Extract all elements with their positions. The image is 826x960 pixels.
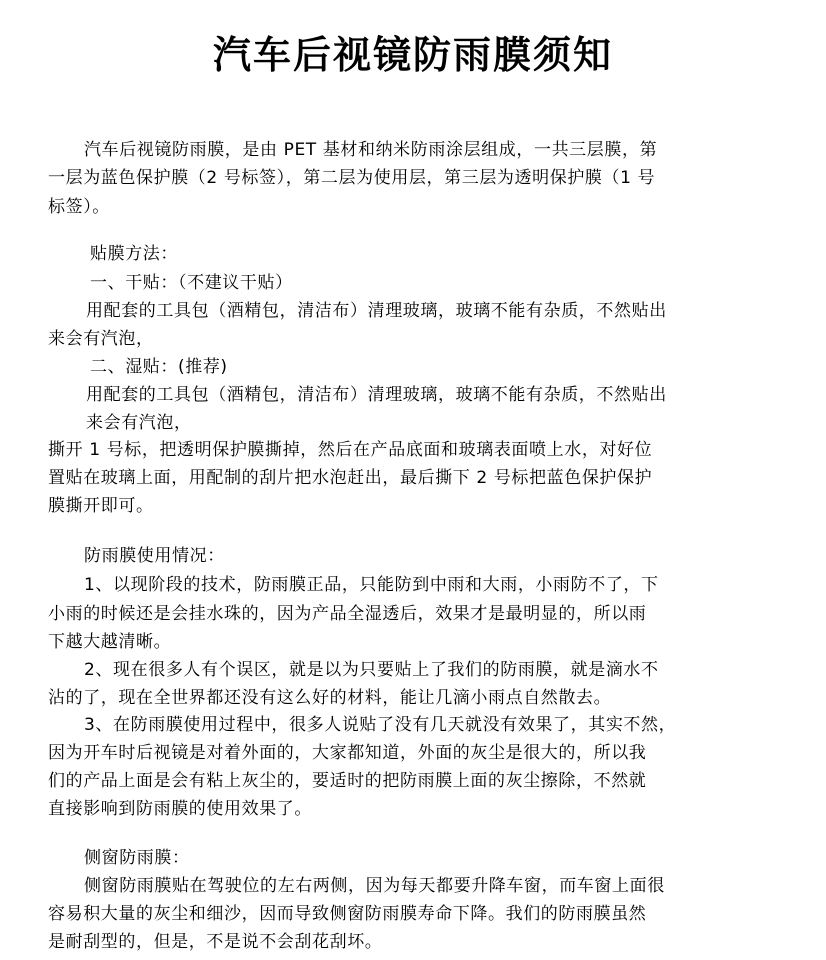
wet-method-line-5: 膜撕开即可。 [48,496,154,516]
usage-line-7: 因为开车时后视镜是对着外面的，大家都知道，外面的灰尘是很大的，所以我 [48,743,647,763]
dry-method-line-2: 来会有汽泡， [48,329,154,349]
wet-method-line-4: 置贴在玻璃上面，用配制的刮片把水泡赶出，最后撕下 2 号标把蓝色保护保护 [48,468,653,488]
document-title: 汽车后视镜防雨膜须知 [212,33,613,77]
usage-line-2: 小雨的时候还是会挂水珠的，因为产品全湿透后，效果才是最明显的，所以雨 [48,604,647,624]
intro-line-1: 汽车后视镜防雨膜，是由 PET 基材和纳米防雨涂层组成，一共三层膜，第 [84,140,658,160]
side-window-line-2: 容易积大量的灰尘和细沙，因而导致侧窗防雨膜寿命下降。我们的防雨膜虽然 [48,904,647,924]
side-window-line-1: 侧窗防雨膜贴在驾驶位的左右两侧，因为每天都要升降车窗，而车窗上面很 [84,876,665,896]
side-window-line-3: 是耐刮型的，但是，不是说不会刮花刮坏。 [48,932,383,952]
usage-line-1: 1、以现阶段的技术，防雨膜正品，只能防到中雨和大雨，小雨防不了，下 [84,575,659,595]
intro-line-3: 标签）。 [48,197,110,217]
usage-line-9: 直接影响到防雨膜的使用效果了。 [48,799,312,819]
usage-line-8: 们的产品上面是会有粘上灰尘的，要适时的把防雨膜上面的灰尘擦除，不然就 [48,771,647,791]
usage-line-4: 2、现在很多人有个误区，就是以为只要贴上了我们的防雨膜，就是滴水不 [84,660,659,680]
wet-method-line-2: 来会有汽泡， [86,413,192,433]
usage-line-3: 下越大越清晰。 [48,632,172,652]
dry-method-line-1: 用配套的工具包（酒精包，清洁布）清理玻璃，玻璃不能有杂质，不然贴出 [86,301,667,321]
dry-method-heading: 一、干贴：（不建议干贴） [90,273,293,293]
intro-line-2: 一层为蓝色保护膜（2 号标签），第二层为使用层，第三层为透明保护膜（1 号 [48,168,656,188]
usage-heading: 防雨膜使用情况： [84,546,225,566]
wet-method-line-3: 撕开 1 号标，把透明保护膜撕掉，然后在产品底面和玻璃表面喷上水，对好位 [48,440,653,460]
usage-line-6: 3、在防雨膜使用过程中，很多人说贴了没有几天就没有效果了，其实不然， [84,715,677,735]
method-heading: 贴膜方法： [90,244,178,264]
side-window-heading: 侧窗防雨膜： [84,848,190,868]
wet-method-heading: 二、湿贴：(推荐) [90,357,228,377]
usage-line-5: 沾的了，现在全世界都还没有这么好的材料，能让几滴小雨点自然散去。 [48,688,612,708]
wet-method-line-1: 用配套的工具包（酒精包，清洁布）清理玻璃，玻璃不能有杂质，不然贴出 [86,385,667,405]
